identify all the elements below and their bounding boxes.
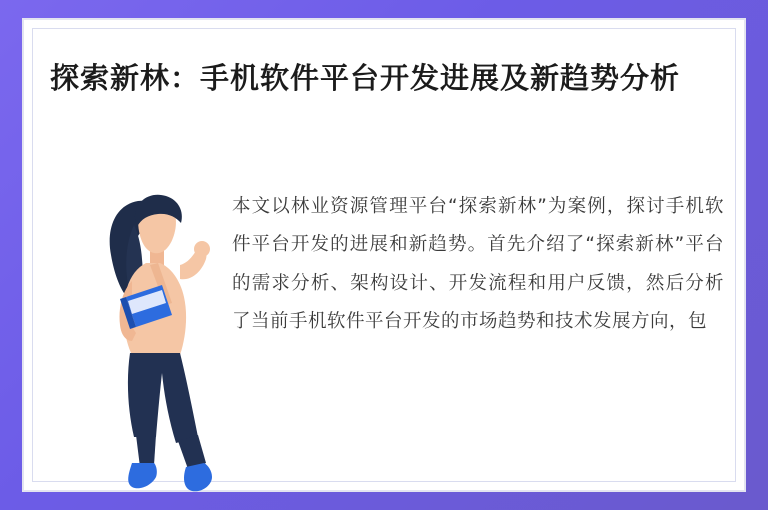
page-title: 探索新林：手机软件平台开发进展及新趋势分析: [50, 61, 681, 95]
article-card: [22, 18, 746, 492]
article-body: 本文以林业资源管理平台“探索新林”为案例，探讨手机软件平台开发的进展和新趋势。首先介绍了“探索新林”平台的需求分析、架构设计、开发流程和用户反馈，然后分析了当前手机软件平台开发的市场趋势和技术发展方向，包: [232, 196, 724, 332]
walking-woman-with-book-illustration: [80, 185, 230, 505]
